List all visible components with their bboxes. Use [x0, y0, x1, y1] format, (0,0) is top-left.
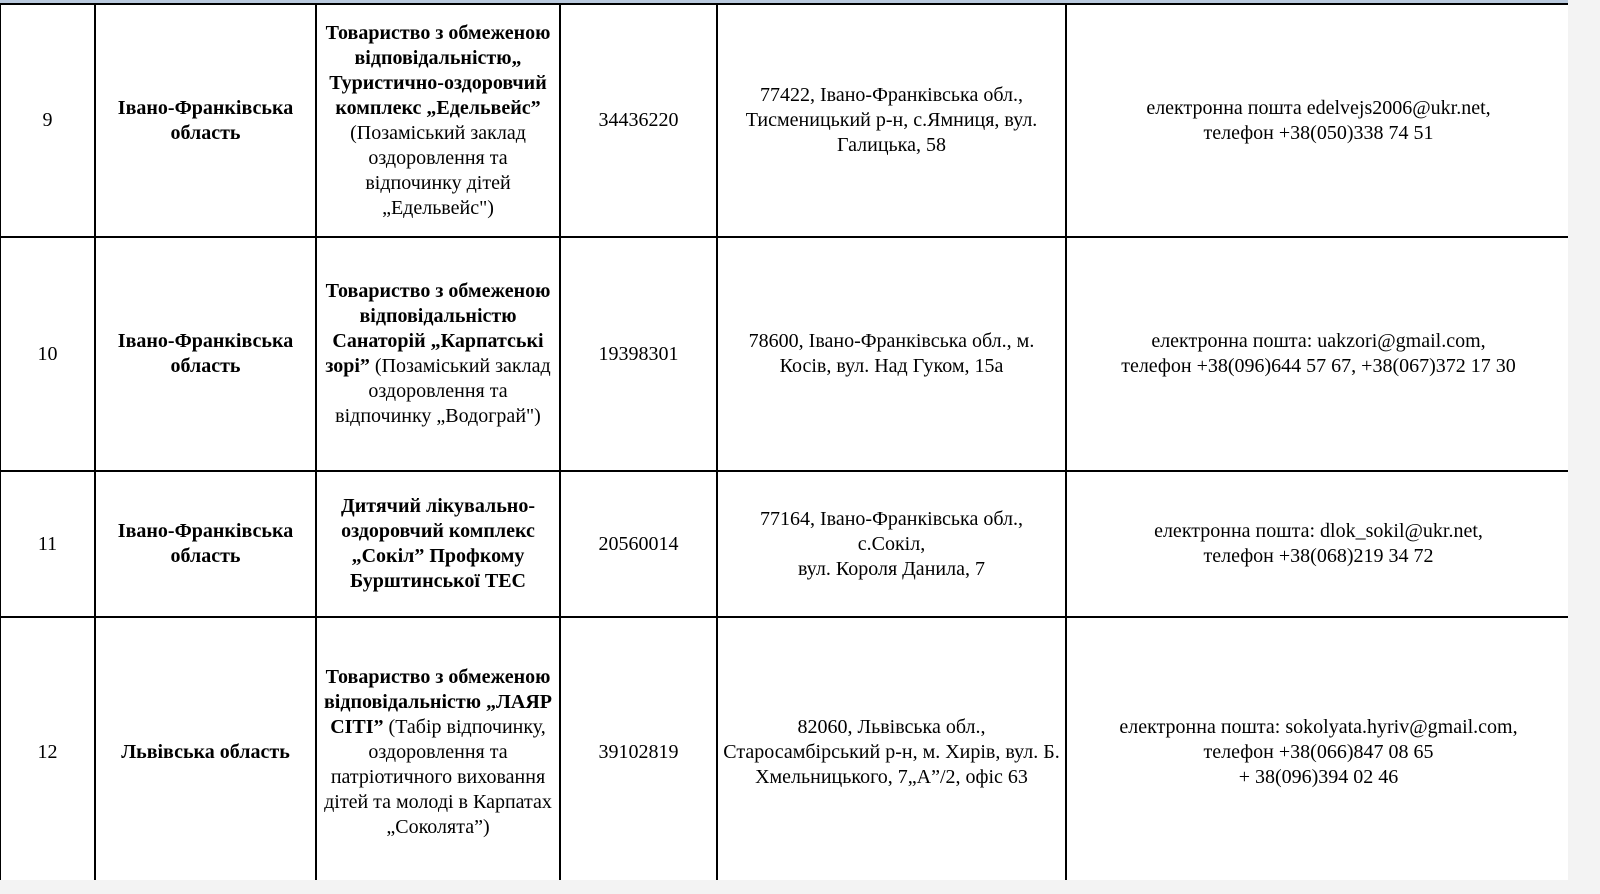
table-row [0, 471, 1571, 617]
phone-line: + 38(096)394 02 46 [1238, 765, 1399, 788]
table-row [0, 237, 1571, 471]
contacts-cell [1066, 4, 1571, 237]
code-cell: 20560014 [560, 471, 717, 617]
row-number: 11 [0, 471, 95, 617]
code-cell: 34436220 [560, 4, 717, 237]
camps-table [0, 3, 1572, 888]
window-background-bottom [0, 880, 1600, 894]
institution-note: (Позаміський заклад оздоровлення та відпочинку „Водограй") [335, 355, 551, 427]
address-cell: 82060, Львівська обл., Старосамбірський р-н, м. Хирів, вул. Б. Хмельницького, 7„А”/2, офіс 63 [717, 617, 1066, 887]
row-number: 10 [0, 237, 95, 471]
institution-cell [316, 471, 560, 617]
contacts-cell [1066, 617, 1571, 887]
phone-line: телефон +38(068)219 34 72 [1203, 545, 1434, 567]
institution-cell [316, 617, 560, 887]
address-line: 77164, Івано-Франківська обл., [759, 507, 1023, 530]
institution-name: Дитячий лікувально-оздоровчий комплекс „Сокіл” Профкому Бурштинської ТЕС [341, 495, 535, 592]
phone-line: телефон +38(050)338 74 51 [1203, 121, 1434, 144]
address-line: с.Сокіл, [857, 532, 926, 555]
email-line: електронна пошта: sokolyata.hyriv@gmail.com, [1119, 715, 1518, 738]
contacts-cell [1066, 471, 1571, 617]
address-line: вул. Короля Данила, 7 [798, 557, 985, 580]
phone-line: телефон +38(096)644 57 67, +38(067)372 17 30 [1121, 355, 1516, 377]
email-line: електронна пошта: uakzori@gmail.com, [1151, 330, 1486, 352]
region-cell: Івано-Франківська область [95, 471, 316, 617]
phone-line: телефон +38(066)847 08 65 [1203, 740, 1434, 763]
address-cell: 78600, Івано-Франківська обл., м. Косів, вул. Над Гуком, 15а [717, 237, 1066, 471]
institution-name: Товариство з обмеженою відповідальністю Санаторій „Карпатські зорі” [325, 280, 551, 377]
code-cell: 19398301 [560, 237, 717, 471]
row-number: 9 [0, 4, 95, 237]
email-line: електронна пошта: dlok_sokil@ukr.net, [1154, 520, 1483, 542]
institution-name: Товариство з обмеженою відповідальністю „ЛАЯР СІТІ” [323, 665, 553, 738]
address-cell: 77422, Івано-Франківська обл., Тисменицький р-н, с.Ямниця, вул. Галицька, 58 [717, 4, 1066, 237]
institution-name: Товариство з обмеженою відповідальністю„ Туристично-оздоровчий комплекс „Едельвейс” [325, 21, 551, 119]
email-line: електронна пошта edelvejs2006@ukr.net, [1146, 96, 1491, 119]
institution-note: (Табір відпочинку, оздоровлення та патріотичного виховання дітей та молоді в Карпатах „Соколята”) [324, 715, 552, 838]
institution-cell [316, 4, 560, 237]
institution-note: (Позаміський заклад оздоровлення та відпочинку дітей „Едельвейс") [350, 121, 526, 219]
table-row [0, 617, 1571, 887]
region-cell: Івано-Франківська область [95, 4, 316, 237]
row-number: 12 [0, 617, 95, 887]
region-cell: Львівська область [95, 617, 316, 887]
table-row [0, 4, 1571, 237]
code-cell: 39102819 [560, 617, 717, 887]
region-cell: Івано-Франківська область [95, 237, 316, 471]
institution-cell [316, 237, 560, 471]
contacts-cell [1066, 237, 1571, 471]
address-cell [717, 471, 1066, 617]
window-background-right [1568, 0, 1600, 894]
